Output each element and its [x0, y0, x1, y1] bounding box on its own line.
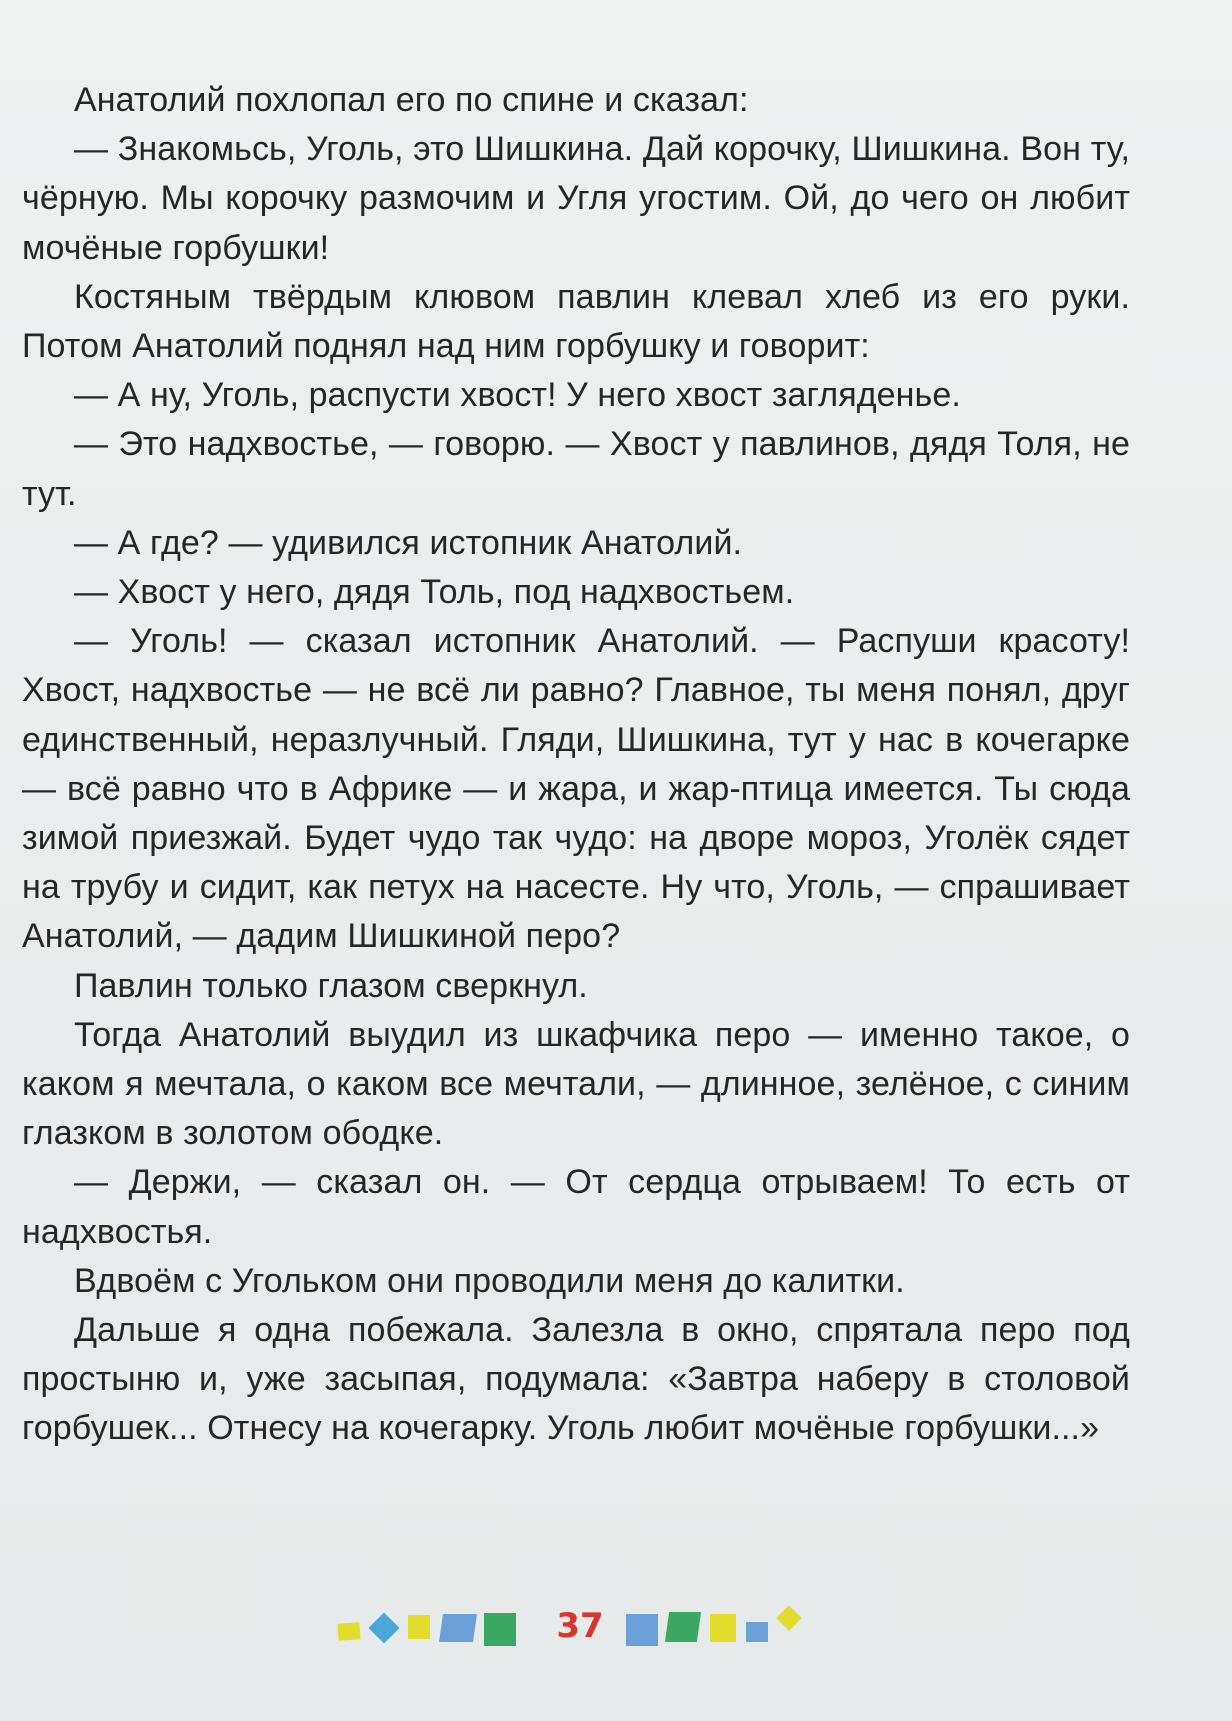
- decorative-square: [337, 1622, 360, 1640]
- paragraph: Тогда Анатолий выудил из шкафчика перо — именно такое, о каком я мечтала, о каком все мечтали, — длинное, зелёное, с синим глазком в золотом ободке.: [22, 1015, 1130, 1153]
- paragraph: — А где? — удивился истопник Анатолий.: [74, 523, 743, 562]
- paragraph: Вдвоём с Угольком они проводили меня до калитки.: [74, 1261, 905, 1300]
- decorative-square: [484, 1613, 516, 1646]
- paragraph: — Знакомьсь, Уголь, это Шишкина. Дай корочку, Шишкина. Вон ту, чёрную. Мы корочку размочим и Угля угостим. Ой, до чего он любит мочёные горбушки!: [22, 130, 1130, 267]
- decorative-square: [408, 1615, 430, 1639]
- decorative-square: [710, 1614, 736, 1642]
- decorative-square: [439, 1614, 477, 1642]
- paragraph: — Хвост у него, дядя Толь, под надхвостьем.: [74, 573, 795, 612]
- paragraph: Павлин только глазом сверкнул.: [74, 966, 588, 1005]
- decorative-square: [746, 1622, 768, 1642]
- page-number: 37: [556, 1606, 604, 1646]
- paragraph: Дальше я одна побежала. Залезла в окно, спрятала перо под простыню и, уже засыпая, подумала: «Завтра наберу в столовой горбушек... Отнесу на кочегарку. Уголь любит мочёные горбушки...»: [22, 1311, 1130, 1448]
- body-text: [22, 76, 1130, 1454]
- paragraph: — Уголь! — сказал истопник Анатолий. — Распуши красоту! Хвост, надхвостье — не всё ли равно? Главное, ты меня понял, друг единственный, неразлучный. Гляди, Шишкина, тут у нас в кочегарке — всё равно что в Африке — и жара, и жар-птица имеется. Ты сюда зимой приезжай. Будет чудо так чудо: на дворе мороз, Уголёк сядет на трубу и сидит, как петух на насесте. Ну что, Уголь, — спрашивает Анатолий, — дадим Шишкиной перо?: [22, 622, 1130, 956]
- paragraph: — Держи, — сказал он. — От сердца отрываем! То есть от надхвостья.: [22, 1163, 1130, 1251]
- decorative-square: [776, 1605, 801, 1630]
- page-footer-decoration: [0, 1602, 1232, 1662]
- paragraph: Костяным твёрдым клювом павлин клевал хлеб из его руки. Потом Анатолий поднял над ним горбушку и говорит:: [22, 277, 1130, 366]
- decorative-square: [665, 1612, 701, 1642]
- paragraph: — Это надхвостье, — говорю. — Хвост у павлинов, дядя Толя, не тут.: [22, 425, 1130, 513]
- decorative-square: [626, 1614, 658, 1646]
- paragraph: Анатолий похлопал его по спине и сказал:: [74, 81, 749, 119]
- paragraph: — А ну, Уголь, распусти хвост! У него хвост загляденье.: [74, 376, 961, 415]
- decorative-square: [368, 1612, 399, 1643]
